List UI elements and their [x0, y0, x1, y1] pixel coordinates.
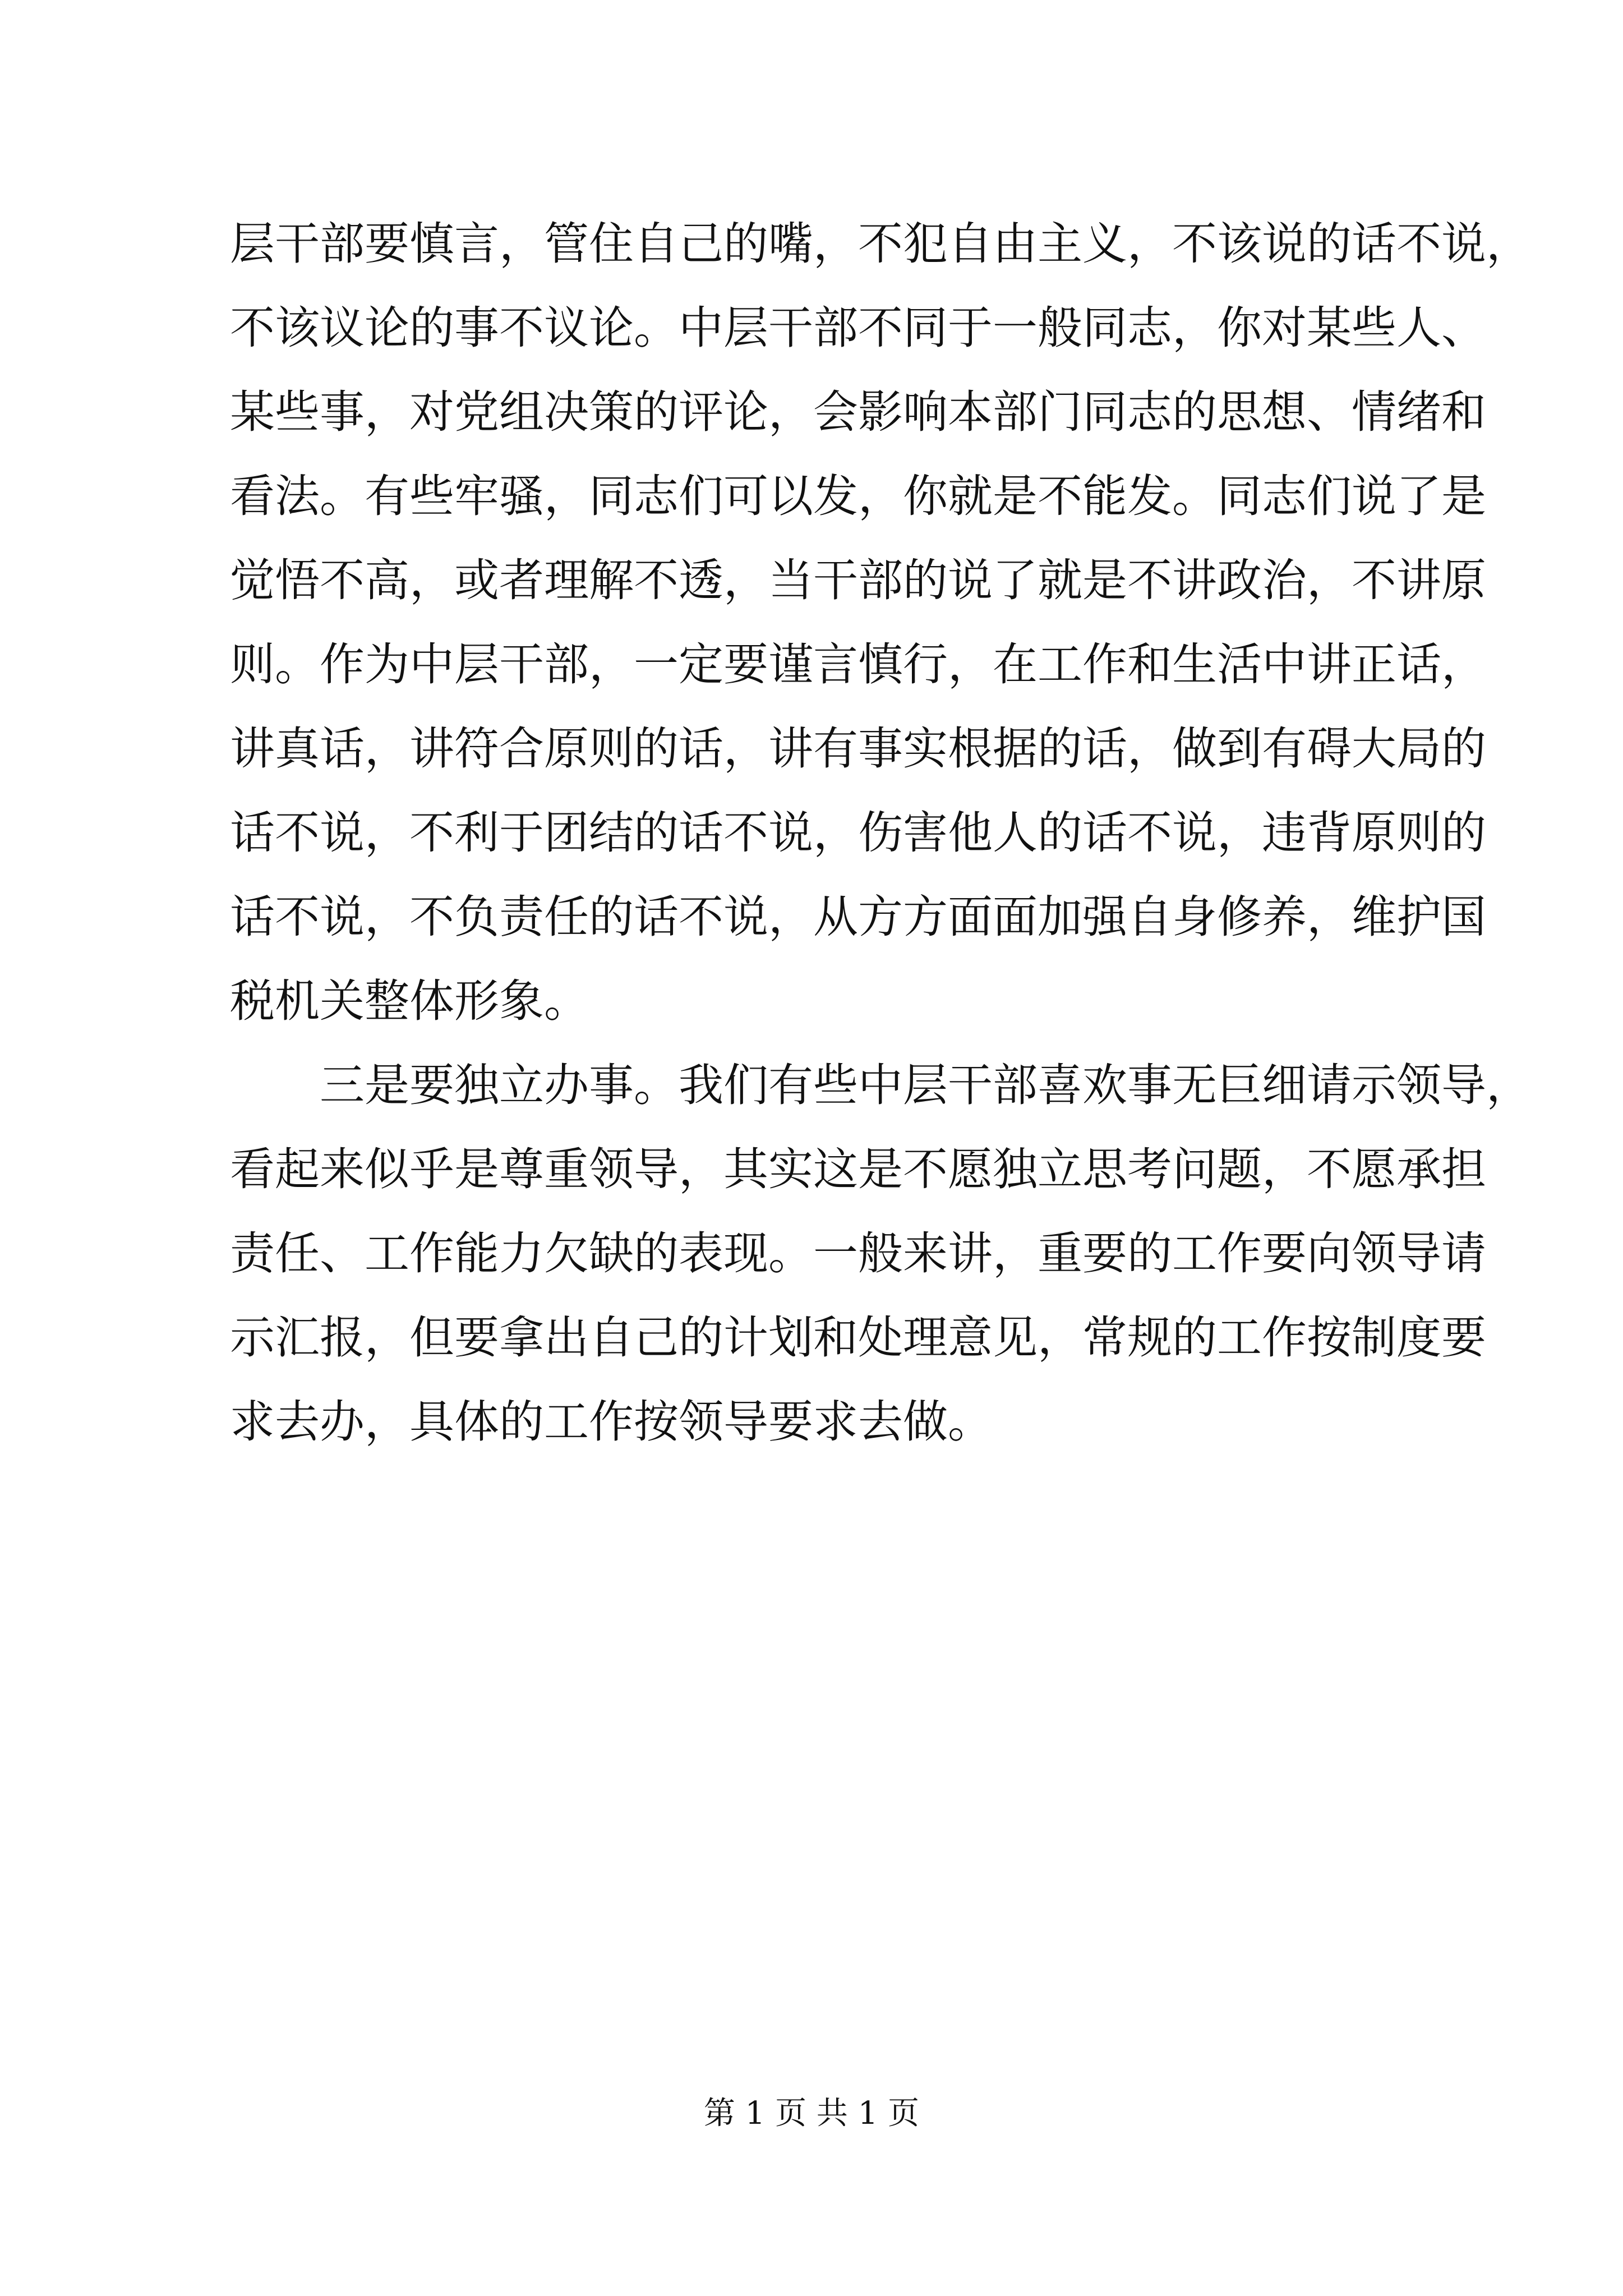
text-line: 示汇报，但要拿出自己的计划和处理意见，常规的工作按制度要: [230, 1312, 1486, 1364]
text-line: 话不说，不负责任的话不说，从方方面面加强自身修养，维护国: [230, 891, 1486, 943]
text-line: 三是要独立办事。我们有些中层干部喜欢事无巨细请示领导，: [320, 1059, 1531, 1111]
text-line: 责任、工作能力欠缺的表现。一般来讲，重要的工作要向领导请: [230, 1227, 1486, 1280]
text-line: 求去办，具体的工作按领导要求去做。: [230, 1396, 993, 1448]
text-line: 看起来似乎是尊重领导，其实这是不愿独立思考问题，不愿承担: [230, 1143, 1486, 1195]
text-line: 不该议论的事不议论。中层干部不同于一般同志，你对某些人、: [230, 302, 1486, 354]
text-line: 某些事，对党组决策的评论，会影响本部门同志的思想、情绪和: [230, 386, 1486, 438]
text-line: 觉悟不高，或者理解不透，当干部的说了就是不讲政治，不讲原: [230, 554, 1486, 606]
page-number-footer: 第 1 页 共 1 页: [703, 2095, 920, 2132]
text-line: 则。作为中层干部，一定要谨言慎行，在工作和生活中讲正话，: [230, 638, 1486, 691]
text-line: 话不说，不利于团结的话不说，伤害他人的话不说，违背原则的: [230, 807, 1486, 859]
text-line: 税机关整体形象。: [230, 975, 589, 1027]
text-line: 讲真话，讲符合原则的话，讲有事实根据的话，做到有碍大局的: [230, 723, 1486, 775]
text-line: 看法。有些牢骚，同志们可以发，你就是不能发。同志们说了是: [230, 470, 1486, 522]
text-line: 层干部要慎言，管住自己的嘴，不犯自由主义，不该说的话不说，: [230, 218, 1531, 270]
